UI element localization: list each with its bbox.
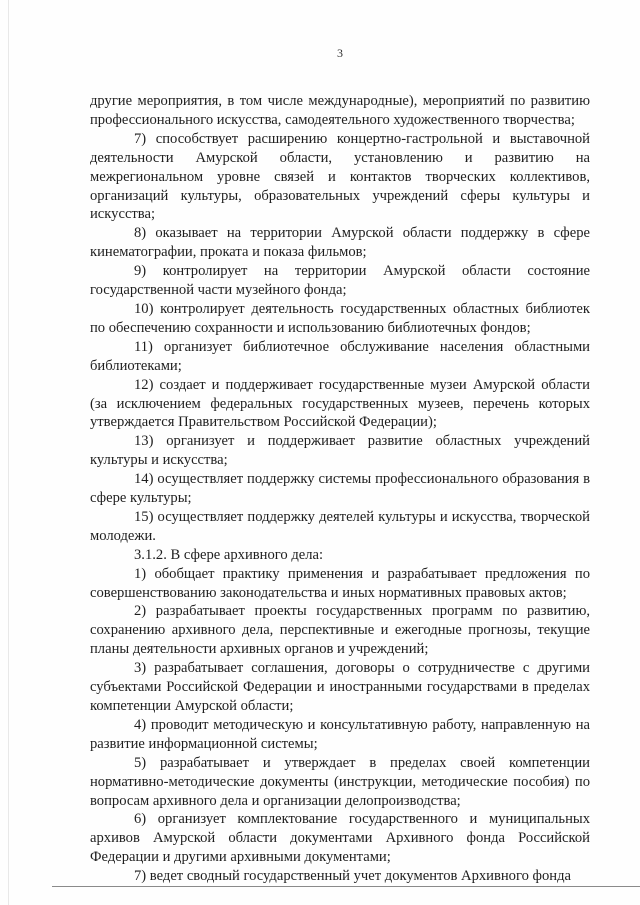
paragraph-item-11: 11) организует библиотечное обслуживание населения областными библиотеками;	[90, 338, 590, 374]
paragraph-archive-item-4: 4) проводит методическую и консультативную работу, направленную на развитие информационной системы;	[90, 716, 590, 752]
paragraph-item-7: 7) способствует расширению концертно-гастрольной и выставочной деятельности Амурской области, установлению и развитию на межрегиональном уровне связей и контактов творческих коллективов, организаций культуры, образовательных учреждений сферы культуры и искусства;	[90, 130, 590, 223]
paragraph-item-8: 8) оказывает на территории Амурской области поддержку в сфере кинематографии, проката и показа фильмов;	[90, 225, 590, 261]
document-body	[90, 92, 590, 886]
paragraph-archive-item-6: 6) организует комплектование государственного и муниципальных архивов Амурской области документами Архивного фонда Российской Федерации и другими архивными документами;	[90, 811, 590, 866]
paragraph-item-14: 14) осуществляет поддержку системы профессионального образования в сфере культуры;	[90, 471, 590, 507]
page-number: 3	[337, 46, 343, 60]
paragraph-item-10: 10) контролирует деятельность государственных областных библиотек по обеспечению сохранности и использованию библиотечных фондов;	[90, 300, 590, 336]
paragraph-item-9: 9) контролирует на территории Амурской области состояние государственной части музейного фонда;	[90, 263, 590, 299]
paragraph-item-13: 13) организует и поддерживает развитие областных учреждений культуры и искусства;	[90, 433, 590, 469]
paragraph-item-15: 15) осуществляет поддержку деятелей культуры и искусства, творческой молодежи.	[90, 508, 590, 544]
paragraph-archive-item-7: 7) ведет сводный государственный учет документов Архивного фонда	[134, 868, 571, 885]
scan-bottom-edge	[52, 886, 640, 887]
paragraph-archive-item-3: 3) разрабатывает соглашения, договоры о сотрудничестве с другими субъектами Российской Федерации и иностранными государствами в пределах компетенции Амурской области;	[90, 660, 590, 714]
paragraph-item-12: 12) создает и поддерживает государственные музеи Амурской области (за исключением федеральных государственных музеев, перечень которых утверждается Правительством Российской Федерации);	[90, 376, 590, 431]
paragraph-continuation: другие мероприятия, в том числе международные), мероприятий по развитию профессионального искусства, самодеятельного художественного творчества;	[90, 93, 590, 128]
scan-edge	[8, 0, 9, 905]
paragraph-archive-item-2: 2) разрабатывает проекты государственных программ по развитию, сохранению архивного дела, перспективные и ежегодные прогнозы, текущие планы деятельности архивных органов и учреждений;	[90, 603, 590, 658]
paragraph-archive-item-5: 5) разрабатывает и утверждает в пределах своей компетенции нормативно-методические документы (инструкции, методические пособия) по вопросам архивного дела и организации делопроизводства;	[90, 754, 590, 809]
section-heading-3-1-2: 3.1.2. В сфере архивного дела:	[134, 546, 324, 563]
paragraph-archive-item-1: 1) обобщает практику применения и разрабатывает предложения по совершенствованию законодательства и иных нормативных правовых актов;	[90, 565, 590, 601]
